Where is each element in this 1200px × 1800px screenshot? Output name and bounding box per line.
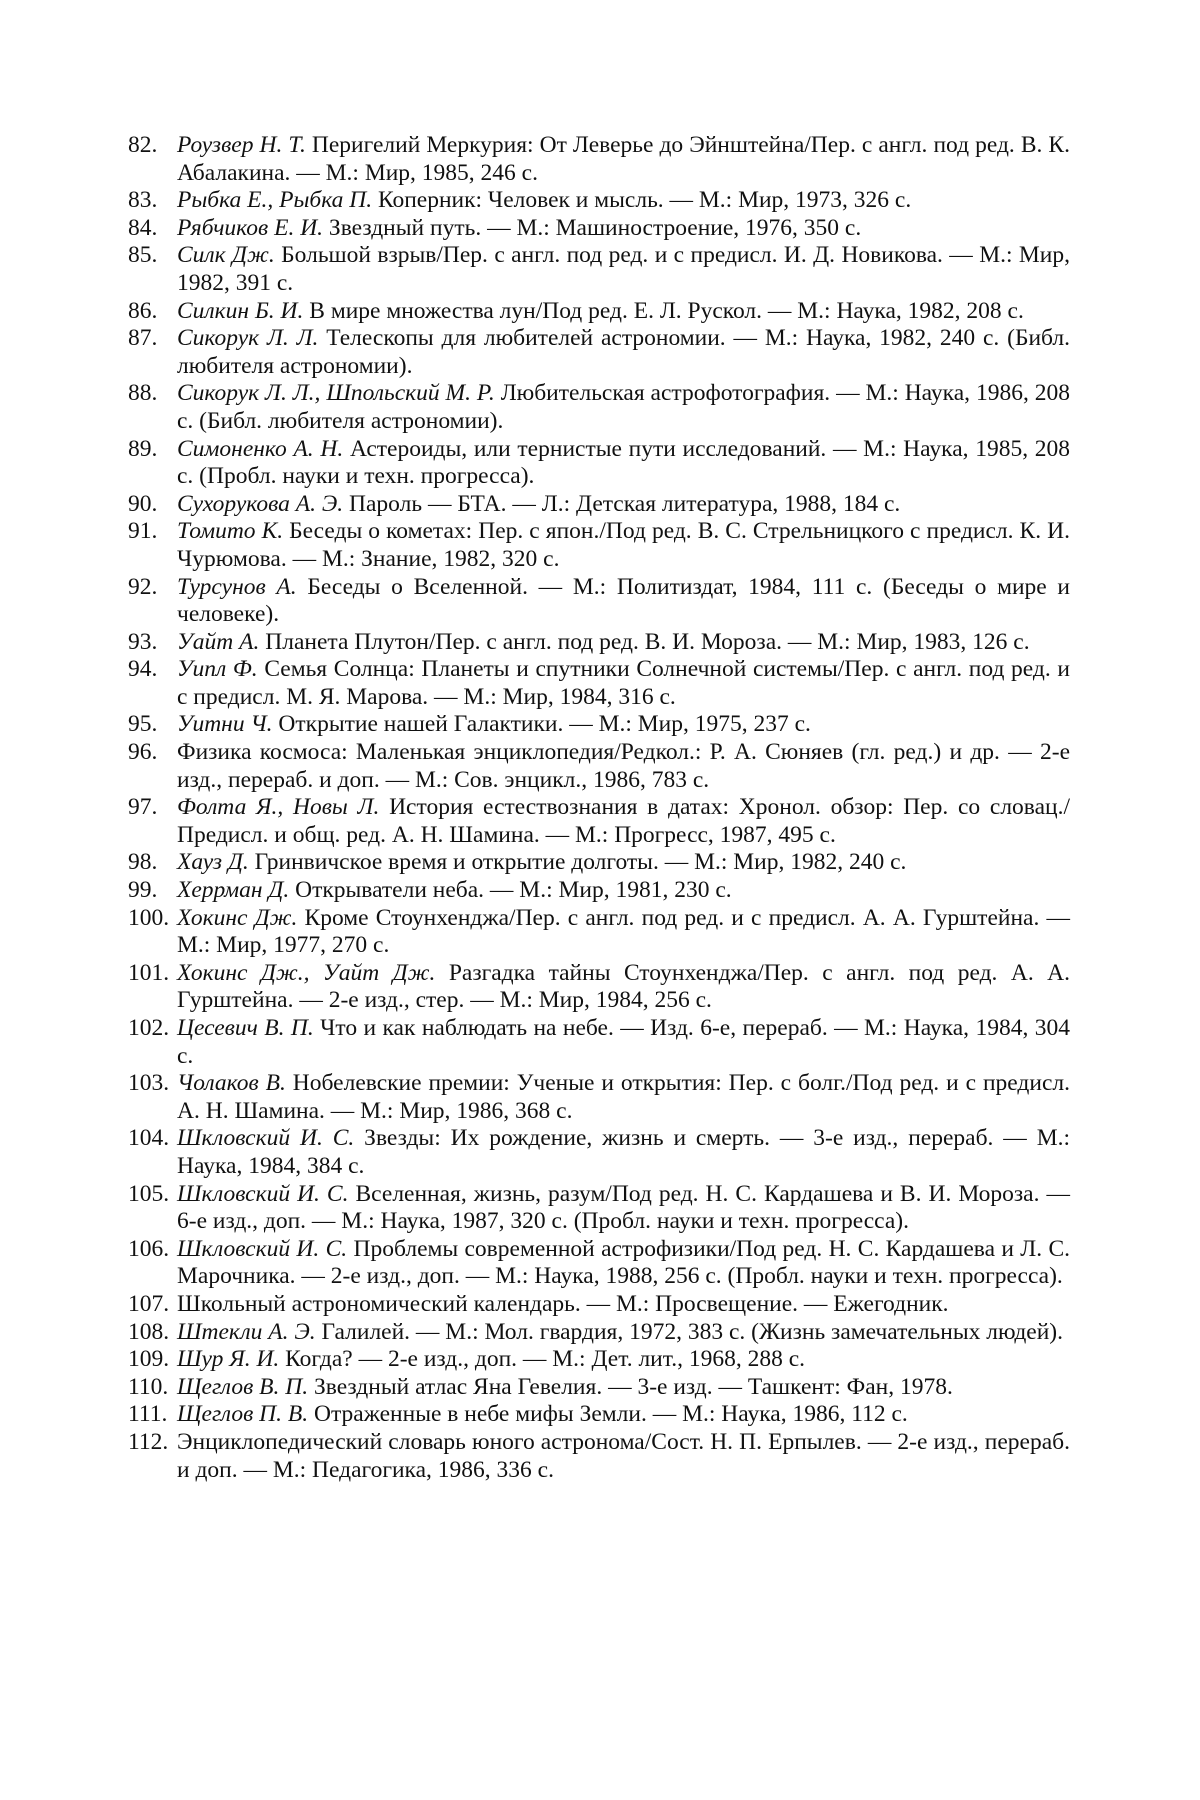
reference-list — [128, 132, 1070, 1484]
reference-author: Силк Дж. — [177, 242, 275, 269]
reference-entry — [128, 436, 1070, 491]
reference-entry — [128, 1291, 1070, 1319]
reference-text: В мире множества лун/Под ред. Е. Л. Рускол. — М.: Наука, 1982, 208 с. — [309, 297, 1024, 324]
reference-text: Что и как наблюдать на небе. — Изд. 6-е, перераб. — М.: Наука, 1984, 304 с. — [177, 1015, 1070, 1069]
reference-entry — [128, 574, 1070, 629]
reference-author: Силкин Б. И. — [177, 297, 304, 324]
reference-text: Энциклопедический словарь юного астронома/Сост. Н. П. Ерпылев. — 2-е изд., перераб. и доп. — М.: Педагогика, 1986, 336 с. — [177, 1428, 1070, 1483]
reference-entry — [128, 1181, 1070, 1236]
reference-entry — [128, 132, 1070, 187]
reference-number: 96. — [128, 739, 158, 766]
reference-text: Беседы о Вселенной. — М.: Политиздат, 1984, 111 с. (Беседы о мире и человеке). — [177, 573, 1071, 628]
reference-author: Сикорук Л. Л. — [177, 325, 319, 352]
reference-text: Галилей. — М.: Мол. гвардия, 1972, 383 с. (Жизнь замечательных людей). — [321, 1318, 1064, 1345]
reference-entry — [128, 1015, 1070, 1070]
reference-author: Цесевич В. П. — [177, 1015, 314, 1041]
reference-entry — [128, 215, 1070, 243]
reference-number: 86. — [128, 297, 158, 324]
reference-author: Херрман Д. — [177, 877, 290, 904]
reference-author: Фолта Я., Новы Л. — [177, 794, 380, 821]
reference-entry — [128, 1236, 1070, 1291]
reference-text: Любительская астрофотография. — М.: Наука, 1986, 208 с. (Библ. любителя астрономии). — [177, 380, 1070, 434]
reference-author: Турсунов А. — [177, 573, 297, 600]
reference-text: Пароль — БТА. — Л.: Детская литература, 1988, 184 с. — [349, 490, 901, 517]
reference-author: Симоненко А. Н. — [177, 435, 344, 462]
reference-number: 92. — [128, 573, 158, 600]
reference-entry — [128, 656, 1070, 711]
reference-number: 97. — [128, 794, 158, 821]
reference-text: Звездный путь. — М.: Машиностроение, 1976, 350 с. — [328, 214, 862, 241]
reference-number: 101. — [128, 959, 170, 986]
reference-author: Сикорук Л. Л., Шпольский М. Р. — [177, 380, 495, 407]
reference-number: 110. — [128, 1373, 169, 1400]
reference-text: Вселенная, жизнь, разум/Под ред. Н. С. Кардашева и В. И. Мороза. — 6-е изд., доп. — М.: Наука, 1987, 320 с. (Пробл. науки и техн. прогресса). — [177, 1180, 1071, 1235]
reference-text: Большой взрыв/Пер. с англ. под ред. и с предисл. И. Д. Новикова. — М.: Мир, 1982, 391 с. — [177, 242, 1070, 296]
reference-author: Уайт А. — [177, 628, 260, 655]
reference-text: Открыватели неба. — М.: Мир, 1981, 230 с. — [295, 877, 732, 904]
reference-text: Школьный астрономический календарь. — М.: Просвещение. — Ежегодник. — [177, 1290, 949, 1317]
reference-author: Шкловский И. С. — [177, 1235, 348, 1262]
reference-text: Нобелевские премии: Ученые и открытия: Пер. с болг./Под ред. и с предисл. А. Н. Шамина. — М.: Мир, 1986, 368 с. — [177, 1070, 1070, 1124]
reference-entry — [128, 960, 1070, 1015]
reference-number: 91. — [128, 518, 158, 545]
reference-text: Коперник: Человек и мысль. — М.: Мир, 1973, 326 с. — [377, 187, 912, 214]
reference-number: 107. — [128, 1290, 170, 1317]
reference-author: Рыбка Е., Рыбка П. — [177, 187, 373, 214]
reference-text: Звездный атлас Яна Гевелия. — 3-е изд. — Ташкент: Фан, 1978. — [313, 1373, 953, 1400]
reference-entry — [128, 1346, 1070, 1374]
reference-entry — [128, 849, 1070, 877]
reference-entry — [128, 1374, 1070, 1402]
reference-number: 100. — [128, 904, 170, 931]
reference-number: 95. — [128, 711, 158, 738]
reference-entry — [128, 794, 1070, 849]
reference-number: 102. — [128, 1015, 170, 1041]
reference-text: История естествознания в датах: Хронол. обзор: Пер. со словац./Предисл. и общ. ред. А. Н. Шамина. — М.: Прогресс, 1987, 495 с. — [177, 794, 1070, 848]
reference-text: Планета Плутон/Пер. с англ. под ред. В. И. Мороза. — М.: Мир, 1983, 126 с. — [265, 628, 1030, 655]
reference-number: 85. — [128, 242, 158, 269]
reference-number: 112. — [128, 1428, 169, 1455]
reference-number: 88. — [128, 380, 158, 407]
reference-entry — [128, 1319, 1070, 1347]
reference-number: 94. — [128, 656, 158, 683]
reference-number: 109. — [128, 1346, 170, 1373]
reference-text: Проблемы современной астрофизики/Под ред. Н. С. Кардашева и Л. С. Марочника. — 2-е изд., доп. — М.: Наука, 1988, 256 с. (Пробл. науки и техн. прогресса). — [177, 1235, 1070, 1290]
reference-entry — [128, 491, 1070, 519]
reference-entry — [128, 711, 1070, 739]
reference-entry — [128, 629, 1070, 657]
reference-entry — [128, 187, 1070, 215]
reference-number: 99. — [128, 877, 158, 904]
reference-author: Чолаков В. — [177, 1070, 286, 1097]
reference-author: Хокинс Дж. — [177, 904, 298, 931]
reference-author: Роузвер Н. Т. — [177, 132, 306, 158]
reference-author: Хауз Д. — [177, 849, 249, 876]
reference-entry — [128, 1429, 1070, 1484]
reference-number: 108. — [128, 1318, 170, 1345]
reference-text: Открытие нашей Галактики. — М.: Мир, 1975, 237 с. — [278, 711, 811, 738]
reference-text: Астероиды, или тернистые пути исследований. — М.: Наука, 1985, 208 с. (Пробл. науки и техн. прогресса). — [177, 435, 1071, 490]
reference-entry — [128, 1125, 1070, 1180]
reference-number: 90. — [128, 490, 158, 517]
reference-author: Щеглов П. В. — [177, 1401, 309, 1428]
reference-number: 87. — [128, 325, 158, 352]
reference-number: 111. — [128, 1401, 168, 1428]
reference-author: Щеглов В. П. — [177, 1373, 309, 1400]
reference-text: Физика космоса: Маленькая энциклопедия/Редкол.: Р. А. Сюняев (гл. ред.) и др. — 2-е изд., перераб. и доп. — М.: Сов. энцикл., 1986, 783 с. — [177, 739, 1070, 793]
reference-entry — [128, 518, 1070, 573]
reference-author: Уитни Ч. — [177, 711, 273, 738]
reference-text: Семья Солнца: Планеты и спутники Солнечной системы/Пер. с англ. под ред. и с предисл. М. Я. Марова. — М.: Мир, 1984, 316 с. — [177, 656, 1071, 710]
reference-author: Сухорукова А. Э. — [177, 490, 344, 517]
reference-author: Штекли А. Э. — [177, 1318, 316, 1345]
reference-text: Телескопы для любителей астрономии. — М.: Наука, 1982, 240 с. (Библ. любителя астрономии). — [177, 325, 1071, 379]
reference-number: 105. — [128, 1180, 170, 1207]
reference-entry — [128, 1070, 1070, 1125]
reference-text: Беседы о кометах: Пер. с япон./Под ред. В. С. Стрельницкого с предисл. К. И. Чурюмова. — М.: Знание, 1982, 320 с. — [177, 518, 1071, 572]
reference-number: 89. — [128, 435, 158, 462]
reference-author: Шкловский И. С. — [177, 1125, 355, 1152]
reference-author: Уипл Ф. — [177, 656, 258, 683]
reference-entry — [128, 242, 1070, 297]
reference-text: Отраженные в небе мифы Земли. — М.: Наука, 1986, 112 с. — [313, 1401, 908, 1428]
reference-number: 84. — [128, 214, 158, 241]
reference-entry — [128, 325, 1070, 380]
reference-author: Рябчиков Е. И. — [177, 214, 324, 241]
reference-text: Когда? — 2-е изд., доп. — М.: Дет. лит., 1968, 288 с. — [285, 1346, 806, 1373]
reference-text: Перигелий Меркурия: От Леверье до Эйнштейна/Пер. с англ. под ред. В. К. Абалакина. — М.: Мир, 1985, 246 с. — [177, 132, 1070, 186]
reference-entry — [128, 298, 1070, 326]
reference-entry — [128, 905, 1070, 960]
reference-text: Звезды: Их рождение, жизнь и смерть. — 3-е изд., перераб. — М.: Наука, 1984, 384 с. — [177, 1125, 1070, 1179]
reference-number: 83. — [128, 187, 158, 214]
reference-number: 93. — [128, 628, 158, 655]
reference-entry — [128, 1401, 1070, 1429]
reference-number: 106. — [128, 1235, 170, 1262]
reference-number: 104. — [128, 1125, 170, 1152]
reference-number: 103. — [128, 1070, 170, 1097]
reference-number: 82. — [128, 132, 158, 158]
reference-number: 98. — [128, 849, 158, 876]
reference-author: Хокинс Дж., Уайт Дж. — [177, 959, 436, 986]
reference-entry — [128, 380, 1070, 435]
reference-text: Разгадка тайны Стоунхенджа/Пер. с англ. под ред. А. А. Гурштейна. — 2-е изд., стер. — М.: Мир, 1984, 256 с. — [177, 959, 1070, 1014]
reference-author: Шур Я. И. — [177, 1346, 280, 1373]
reference-entry — [128, 739, 1070, 794]
reference-text: Кроме Стоунхенджа/Пер. с англ. под ред. и с предисл. А. А. Гурштейна. — М.: Мир, 1977, 270 с. — [177, 904, 1071, 959]
reference-author: Томито К. — [177, 518, 284, 545]
reference-author: Шкловский И. С. — [177, 1180, 349, 1207]
reference-entry — [128, 877, 1070, 905]
reference-text: Гринвичское время и открытие долготы. — М.: Мир, 1982, 240 с. — [254, 849, 907, 876]
